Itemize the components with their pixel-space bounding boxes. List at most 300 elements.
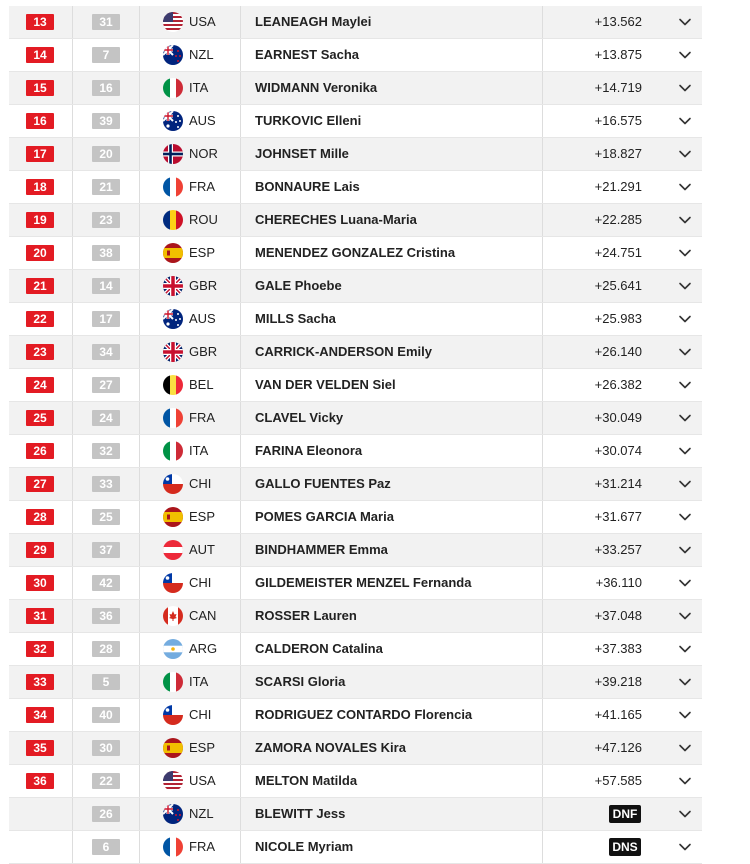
column-divider bbox=[139, 336, 140, 368]
time-gap: +13.562 bbox=[594, 14, 642, 29]
column-divider bbox=[72, 303, 73, 335]
rider-name[interactable]: BINDHAMMER Emma bbox=[255, 542, 388, 557]
nationality-code: AUS bbox=[189, 311, 216, 326]
table-row[interactable] bbox=[9, 468, 702, 501]
column-divider bbox=[72, 501, 73, 533]
table-row[interactable] bbox=[9, 138, 702, 171]
time-gap: +47.126 bbox=[594, 740, 642, 755]
column-divider bbox=[240, 39, 241, 71]
time-gap: +37.383 bbox=[594, 641, 642, 656]
column-divider bbox=[542, 699, 543, 731]
table-row[interactable] bbox=[9, 270, 702, 303]
rank-badge: 13 bbox=[26, 14, 54, 30]
chevron-down-icon[interactable] bbox=[678, 147, 692, 161]
column-divider bbox=[542, 39, 543, 71]
column-divider bbox=[139, 171, 140, 203]
column-divider bbox=[72, 39, 73, 71]
table-row[interactable] bbox=[9, 501, 702, 534]
rider-name[interactable]: BONNAURE Lais bbox=[255, 179, 360, 194]
rider-name[interactable]: SCARSI Gloria bbox=[255, 674, 346, 689]
column-divider bbox=[139, 534, 140, 566]
column-divider bbox=[139, 765, 140, 797]
column-divider bbox=[542, 171, 543, 203]
bib-badge: 23 bbox=[92, 212, 120, 228]
column-divider bbox=[139, 501, 140, 533]
nationality-code: CHI bbox=[189, 707, 212, 722]
column-divider bbox=[72, 765, 73, 797]
chevron-down-icon[interactable] bbox=[678, 477, 692, 491]
bib-badge: 24 bbox=[92, 410, 120, 426]
gbr-flag-icon bbox=[163, 342, 183, 362]
table-row[interactable] bbox=[9, 72, 702, 105]
column-divider bbox=[72, 666, 73, 698]
time-gap: +36.110 bbox=[595, 575, 642, 590]
nzl-flag-icon bbox=[163, 804, 183, 824]
column-divider bbox=[542, 270, 543, 302]
chevron-down-icon[interactable] bbox=[678, 840, 692, 854]
column-divider bbox=[240, 237, 241, 269]
chevron-down-icon[interactable] bbox=[678, 81, 692, 95]
column-divider bbox=[542, 666, 543, 698]
column-divider bbox=[542, 237, 543, 269]
column-divider bbox=[240, 765, 241, 797]
chevron-down-icon[interactable] bbox=[678, 543, 692, 557]
bib-badge: 40 bbox=[92, 707, 120, 723]
table-row[interactable] bbox=[9, 699, 702, 732]
nationality-code: BEL bbox=[189, 377, 214, 392]
nationality-code: FRA bbox=[189, 410, 215, 425]
rider-name[interactable]: POMES GARCIA Maria bbox=[255, 509, 394, 524]
nationality-code: NZL bbox=[189, 806, 214, 821]
column-divider bbox=[139, 567, 140, 599]
time-gap: +41.165 bbox=[594, 707, 642, 722]
bib-badge: 39 bbox=[92, 113, 120, 129]
time-gap: +31.214 bbox=[594, 476, 642, 491]
column-divider bbox=[240, 732, 241, 764]
column-divider bbox=[240, 666, 241, 698]
nationality-code: CAN bbox=[189, 608, 217, 623]
rank-badge: 22 bbox=[26, 311, 54, 327]
rank-badge: 19 bbox=[26, 212, 54, 228]
rank-badge: 21 bbox=[26, 278, 54, 294]
column-divider bbox=[542, 402, 543, 434]
table-row[interactable] bbox=[9, 204, 702, 237]
column-divider bbox=[139, 831, 140, 863]
rider-name[interactable]: LEANEAGH Maylei bbox=[255, 14, 372, 29]
table-row[interactable] bbox=[9, 732, 702, 765]
time-gap: +57.585 bbox=[594, 773, 642, 788]
bib-badge: 33 bbox=[92, 476, 120, 492]
nationality-code: USA bbox=[189, 773, 216, 788]
chevron-down-icon[interactable] bbox=[678, 48, 692, 62]
chevron-down-icon[interactable] bbox=[678, 444, 692, 458]
chevron-down-icon[interactable] bbox=[678, 345, 692, 359]
rank-badge: 17 bbox=[26, 146, 54, 162]
usa-flag-icon bbox=[163, 771, 183, 791]
chevron-down-icon[interactable] bbox=[678, 279, 692, 293]
aus-flag-icon bbox=[163, 111, 183, 131]
column-divider bbox=[542, 336, 543, 368]
chevron-down-icon[interactable] bbox=[678, 741, 692, 755]
column-divider bbox=[542, 633, 543, 665]
rider-name[interactable]: ZAMORA NOVALES Kira bbox=[255, 740, 406, 755]
column-divider bbox=[72, 369, 73, 401]
rank-badge: 30 bbox=[26, 575, 54, 591]
time-gap: +21.291 bbox=[594, 179, 642, 194]
column-divider bbox=[72, 600, 73, 632]
column-divider bbox=[139, 699, 140, 731]
rider-name[interactable]: VAN DER VELDEN Siel bbox=[255, 377, 396, 392]
chi-flag-icon bbox=[163, 573, 183, 593]
rank-badge: 23 bbox=[26, 344, 54, 360]
rider-name[interactable]: CALDERON Catalina bbox=[255, 641, 383, 656]
rank-badge: 25 bbox=[26, 410, 54, 426]
table-row[interactable] bbox=[9, 666, 702, 699]
column-divider bbox=[72, 105, 73, 137]
column-divider bbox=[72, 798, 73, 830]
column-divider bbox=[139, 6, 140, 38]
table-row[interactable] bbox=[9, 831, 702, 864]
column-divider bbox=[240, 270, 241, 302]
column-divider bbox=[240, 468, 241, 500]
column-divider bbox=[240, 402, 241, 434]
rider-name[interactable]: GILDEMEISTER MENZEL Fernanda bbox=[255, 575, 472, 590]
status-badge: DNS bbox=[609, 838, 641, 856]
time-gap: +26.382 bbox=[594, 377, 642, 392]
nzl-flag-icon bbox=[163, 45, 183, 65]
column-divider bbox=[72, 732, 73, 764]
chevron-down-icon[interactable] bbox=[678, 576, 692, 590]
time-gap: +14.719 bbox=[594, 80, 642, 95]
column-divider bbox=[72, 336, 73, 368]
table-row[interactable] bbox=[9, 402, 702, 435]
column-divider bbox=[240, 171, 241, 203]
rank-badge: 34 bbox=[26, 707, 54, 723]
column-divider bbox=[139, 72, 140, 104]
table-row[interactable] bbox=[9, 303, 702, 336]
column-divider bbox=[72, 171, 73, 203]
rank-badge: 31 bbox=[26, 608, 54, 624]
rider-name[interactable]: MELTON Matilda bbox=[255, 773, 358, 788]
rider-name[interactable]: MILLS Sacha bbox=[255, 311, 336, 326]
fra-flag-icon bbox=[163, 408, 183, 428]
column-divider bbox=[240, 798, 241, 830]
time-gap: +22.285 bbox=[594, 212, 642, 227]
status-badge: DNF bbox=[609, 805, 641, 823]
bib-badge: 22 bbox=[92, 773, 120, 789]
column-divider bbox=[240, 435, 241, 467]
fra-flag-icon bbox=[163, 837, 183, 857]
bib-badge: 36 bbox=[92, 608, 120, 624]
column-divider bbox=[542, 72, 543, 104]
rank-badge: 14 bbox=[26, 47, 54, 63]
rider-name[interactable]: GALLO FUENTES Paz bbox=[255, 476, 391, 491]
table-row[interactable] bbox=[9, 369, 702, 402]
bib-badge: 17 bbox=[92, 311, 120, 327]
table-row[interactable] bbox=[9, 765, 702, 798]
rider-name[interactable]: CARRICK-ANDERSON Emily bbox=[255, 344, 432, 359]
column-divider bbox=[72, 402, 73, 434]
nationality-code: CHI bbox=[189, 575, 212, 590]
time-gap: +31.677 bbox=[594, 509, 642, 524]
column-divider bbox=[542, 303, 543, 335]
column-divider bbox=[139, 237, 140, 269]
nationality-code: FRA bbox=[189, 839, 215, 854]
bib-badge: 28 bbox=[92, 641, 120, 657]
column-divider bbox=[72, 831, 73, 863]
column-divider bbox=[139, 303, 140, 335]
column-divider bbox=[542, 138, 543, 170]
nationality-code: ITA bbox=[189, 80, 209, 95]
bib-badge: 14 bbox=[92, 278, 120, 294]
nationality-code: ESP bbox=[189, 245, 216, 260]
rank-badge: 28 bbox=[26, 509, 54, 525]
chevron-down-icon[interactable] bbox=[678, 807, 692, 821]
bib-badge: 27 bbox=[92, 377, 120, 393]
rank-badge: 36 bbox=[26, 773, 54, 789]
column-divider bbox=[240, 600, 241, 632]
bib-badge: 31 bbox=[92, 14, 120, 30]
column-divider bbox=[72, 72, 73, 104]
rank-badge: 33 bbox=[26, 674, 54, 690]
bib-badge: 6 bbox=[92, 839, 120, 855]
column-divider bbox=[542, 765, 543, 797]
column-divider bbox=[240, 105, 241, 137]
ita-flag-icon bbox=[163, 78, 183, 98]
rider-name[interactable]: CHERECHES Luana-Maria bbox=[255, 212, 417, 227]
column-divider bbox=[240, 336, 241, 368]
time-gap: +39.218 bbox=[594, 674, 642, 689]
chi-flag-icon bbox=[163, 474, 183, 494]
table-row[interactable] bbox=[9, 39, 702, 72]
column-divider bbox=[240, 138, 241, 170]
esp-flag-icon bbox=[163, 738, 183, 758]
rider-name[interactable]: BLEWITT Jess bbox=[255, 806, 346, 821]
nationality-code: ROU bbox=[189, 212, 218, 227]
column-divider bbox=[139, 105, 140, 137]
chevron-down-icon[interactable] bbox=[678, 378, 692, 392]
rank-badge: 27 bbox=[26, 476, 54, 492]
column-divider bbox=[139, 666, 140, 698]
column-divider bbox=[139, 369, 140, 401]
arg-flag-icon bbox=[163, 639, 183, 659]
bib-badge: 21 bbox=[92, 179, 120, 195]
nationality-code: USA bbox=[189, 14, 216, 29]
time-gap: +30.074 bbox=[594, 443, 642, 458]
chevron-down-icon[interactable] bbox=[678, 609, 692, 623]
chevron-down-icon[interactable] bbox=[678, 15, 692, 29]
rank-badge: 16 bbox=[26, 113, 54, 129]
rank-badge: 18 bbox=[26, 179, 54, 195]
time-gap: +18.827 bbox=[594, 146, 642, 161]
chevron-down-icon[interactable] bbox=[678, 180, 692, 194]
time-gap: +25.983 bbox=[594, 311, 642, 326]
rank-badge: 29 bbox=[26, 542, 54, 558]
chevron-down-icon[interactable] bbox=[678, 510, 692, 524]
time-gap: +30.049 bbox=[594, 410, 642, 425]
table-row[interactable] bbox=[9, 567, 702, 600]
table-row[interactable] bbox=[9, 435, 702, 468]
chevron-down-icon[interactable] bbox=[678, 114, 692, 128]
column-divider bbox=[542, 831, 543, 863]
ita-flag-icon bbox=[163, 672, 183, 692]
chevron-down-icon[interactable] bbox=[678, 246, 692, 260]
chevron-down-icon[interactable] bbox=[678, 675, 692, 689]
nationality-code: FRA bbox=[189, 179, 215, 194]
bib-badge: 7 bbox=[92, 47, 120, 63]
table-row[interactable] bbox=[9, 600, 702, 633]
rider-name[interactable]: MENENDEZ GONZALEZ Cristina bbox=[255, 245, 456, 260]
bib-badge: 37 bbox=[92, 542, 120, 558]
column-divider bbox=[542, 567, 543, 599]
column-divider bbox=[542, 6, 543, 38]
nationality-code: ESP bbox=[189, 509, 216, 524]
nor-flag-icon bbox=[163, 144, 183, 164]
chevron-down-icon[interactable] bbox=[678, 642, 692, 656]
bib-badge: 5 bbox=[92, 674, 120, 690]
rider-name[interactable]: FARINA Eleonora bbox=[255, 443, 363, 458]
column-divider bbox=[240, 501, 241, 533]
chevron-down-icon[interactable] bbox=[678, 774, 692, 788]
column-divider bbox=[542, 732, 543, 764]
column-divider bbox=[240, 303, 241, 335]
chevron-down-icon[interactable] bbox=[678, 213, 692, 227]
bib-badge: 26 bbox=[92, 806, 120, 822]
table-row[interactable] bbox=[9, 6, 702, 39]
rank-badge: 20 bbox=[26, 245, 54, 261]
rider-name[interactable]: CLAVEL Vicky bbox=[255, 410, 344, 425]
nationality-code: ITA bbox=[189, 674, 209, 689]
usa-flag-icon bbox=[163, 12, 183, 32]
column-divider bbox=[72, 270, 73, 302]
bib-badge: 38 bbox=[92, 245, 120, 261]
bib-badge: 34 bbox=[92, 344, 120, 360]
column-divider bbox=[72, 534, 73, 566]
rider-name[interactable]: RODRIGUEZ CONTARDO Florencia bbox=[255, 707, 473, 722]
rider-name[interactable]: TURKOVIC Elleni bbox=[255, 113, 362, 128]
time-gap: +26.140 bbox=[594, 344, 642, 359]
gbr-flag-icon bbox=[163, 276, 183, 296]
column-divider bbox=[139, 732, 140, 764]
rank-badge: 15 bbox=[26, 80, 54, 96]
table-row[interactable] bbox=[9, 105, 702, 138]
column-divider bbox=[72, 468, 73, 500]
column-divider bbox=[139, 270, 140, 302]
rank-badge: 35 bbox=[26, 740, 54, 756]
column-divider bbox=[139, 633, 140, 665]
column-divider bbox=[139, 138, 140, 170]
column-divider bbox=[542, 369, 543, 401]
nationality-code: NOR bbox=[189, 146, 218, 161]
rank-badge: 32 bbox=[26, 641, 54, 657]
rider-name[interactable]: EARNEST Sacha bbox=[255, 47, 360, 62]
column-divider bbox=[240, 204, 241, 236]
fra-flag-icon bbox=[163, 177, 183, 197]
nationality-code: GBR bbox=[189, 344, 218, 359]
rank-badge: 26 bbox=[26, 443, 54, 459]
bel-flag-icon bbox=[163, 375, 183, 395]
esp-flag-icon bbox=[163, 243, 183, 263]
table-row[interactable] bbox=[9, 798, 702, 831]
column-divider bbox=[240, 369, 241, 401]
bib-badge: 42 bbox=[92, 575, 120, 591]
chi-flag-icon bbox=[163, 705, 183, 725]
rider-name[interactable]: JOHNSET Mille bbox=[255, 146, 349, 161]
ita-flag-icon bbox=[163, 441, 183, 461]
table-row[interactable] bbox=[9, 171, 702, 204]
column-divider bbox=[139, 204, 140, 236]
nationality-code: AUS bbox=[189, 113, 216, 128]
nationality-code: ARG bbox=[189, 641, 218, 656]
rou-flag-icon bbox=[163, 210, 183, 230]
nationality-code: ESP bbox=[189, 740, 216, 755]
esp-flag-icon bbox=[163, 507, 183, 527]
time-gap: +25.641 bbox=[594, 278, 642, 293]
results-table bbox=[9, 6, 702, 864]
chevron-down-icon[interactable] bbox=[678, 312, 692, 326]
column-divider bbox=[72, 699, 73, 731]
column-divider bbox=[139, 435, 140, 467]
column-divider bbox=[240, 72, 241, 104]
rider-name[interactable]: ROSSER Lauren bbox=[255, 608, 357, 623]
chevron-down-icon[interactable] bbox=[678, 411, 692, 425]
column-divider bbox=[542, 105, 543, 137]
column-divider bbox=[542, 600, 543, 632]
bib-badge: 25 bbox=[92, 509, 120, 525]
column-divider bbox=[72, 6, 73, 38]
nationality-code: AUT bbox=[189, 542, 215, 557]
column-divider bbox=[240, 6, 241, 38]
table-row[interactable] bbox=[9, 633, 702, 666]
bib-badge: 20 bbox=[92, 146, 120, 162]
aus-flag-icon bbox=[163, 309, 183, 329]
table-row[interactable] bbox=[9, 534, 702, 567]
column-divider bbox=[139, 798, 140, 830]
column-divider bbox=[542, 501, 543, 533]
time-gap: +24.751 bbox=[594, 245, 642, 260]
column-divider bbox=[139, 402, 140, 434]
nationality-code: ITA bbox=[189, 443, 209, 458]
column-divider bbox=[72, 633, 73, 665]
column-divider bbox=[240, 831, 241, 863]
column-divider bbox=[542, 798, 543, 830]
column-divider bbox=[139, 468, 140, 500]
rider-name[interactable]: NICOLE Myriam bbox=[255, 839, 354, 854]
table-row[interactable] bbox=[9, 336, 702, 369]
table-row[interactable] bbox=[9, 237, 702, 270]
time-gap: +37.048 bbox=[594, 608, 642, 623]
nationality-code: GBR bbox=[189, 278, 218, 293]
nationality-code: CHI bbox=[189, 476, 212, 491]
nationality-code: NZL bbox=[189, 47, 214, 62]
can-flag-icon bbox=[163, 606, 183, 626]
column-divider bbox=[72, 435, 73, 467]
bib-badge: 16 bbox=[92, 80, 120, 96]
time-gap: +33.257 bbox=[594, 542, 642, 557]
column-divider bbox=[240, 567, 241, 599]
rank-badge: 24 bbox=[26, 377, 54, 393]
column-divider bbox=[542, 435, 543, 467]
column-divider bbox=[72, 567, 73, 599]
bib-badge: 30 bbox=[92, 740, 120, 756]
column-divider bbox=[139, 39, 140, 71]
rider-name[interactable]: WIDMANN Veronika bbox=[255, 80, 378, 95]
column-divider bbox=[139, 600, 140, 632]
column-divider bbox=[542, 534, 543, 566]
chevron-down-icon[interactable] bbox=[678, 708, 692, 722]
time-gap: +13.875 bbox=[594, 47, 642, 62]
rider-name[interactable]: GALE Phoebe bbox=[255, 278, 342, 293]
